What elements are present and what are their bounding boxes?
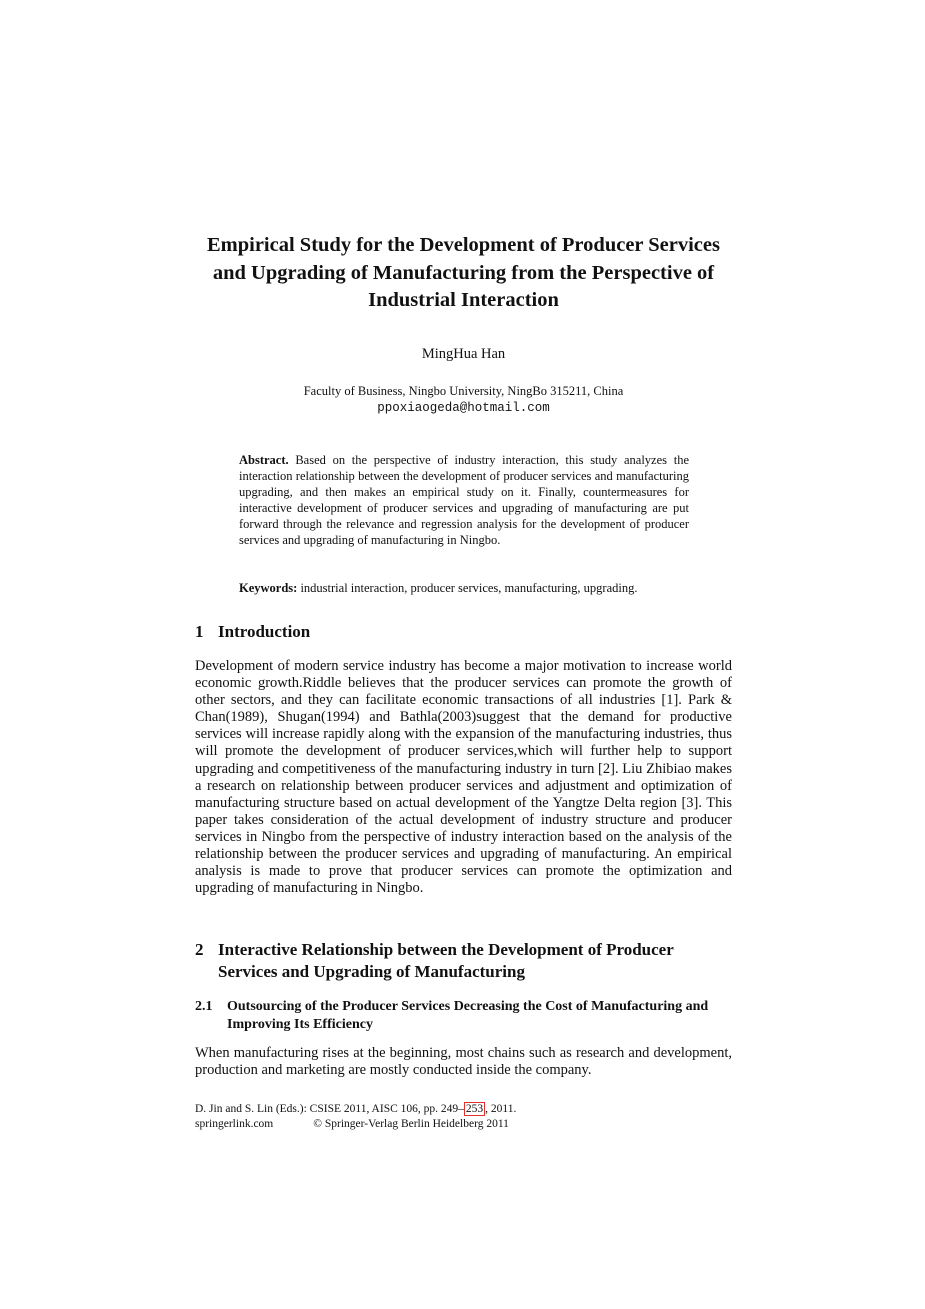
abstract-label: Abstract. — [239, 453, 289, 467]
publisher-line — [195, 1117, 732, 1132]
affiliation-block — [195, 383, 732, 417]
page-footer — [195, 1102, 732, 1132]
subsection-heading-outsourcing — [195, 998, 732, 1034]
springerlink-site[interactable]: springerlink.com — [195, 1118, 274, 1130]
paper-title: Empirical Study for the Development of Producer Services and Upgrading of Manufacturing from the Perspective of Industrial Interaction — [206, 234, 720, 311]
copyright: © Springer-Verlag Berlin Heidelberg 2011 — [313, 1118, 509, 1130]
abstract-text: Based on the perspective of industry interaction, this study analyzes the interaction relationship between the development of producer services and manufacturing upgrading, and then makes an empirical study on it. Finally, countermeasures for interactive development of producer services and upgrading of manufacturing are put forward through the relevance and regression analysis for the development of producer services and upgrading of manufacturing in Ningbo. — [239, 453, 689, 547]
citation-suffix: , 2011. — [485, 1103, 517, 1115]
section-heading-introduction — [195, 621, 732, 643]
keywords-label: Keywords: — [239, 581, 298, 595]
keywords — [239, 580, 689, 596]
section-title: Introduction — [218, 622, 311, 641]
citation-prefix: D. Jin and S. Lin (Eds.): CSISE 2011, AISC 106, pp. 249– — [195, 1103, 464, 1115]
abstract — [239, 452, 689, 548]
section-number: 1 — [195, 622, 204, 641]
section-title: Interactive Relationship between the Development of Producer Services and Upgrading of Manufacturing — [218, 940, 674, 981]
last-page-link[interactable]: 253 — [465, 1103, 484, 1115]
affiliation: Faculty of Business, Ningbo University, NingBo 315211, China — [303, 384, 624, 398]
subsection-number: 2.1 — [195, 999, 213, 1014]
section-heading-interactive-relationship — [195, 939, 732, 983]
author-name: MingHua Han — [421, 346, 506, 362]
section-number: 2 — [195, 940, 204, 959]
author-email[interactable]: ppoxiaogeda@hotmail.com — [377, 401, 550, 415]
citation-line — [195, 1102, 732, 1117]
introduction-paragraph: Development of modern service industry has become a major motivation to increase world economic growth.Riddle believes that the producer services can promote the growth of other sectors, and they can facilitate economic transactions of all industries [1]. Park & Chan(1989), Shugan(1994) and Bathla(2003)suggest that the demand for productive services will increase rapidly along with the expansion of the manufacturing industries, thus will promote the development of producer services,which will further help to support upgrading and competitiveness of the manufacturing industry in turn [2]. Liu Zhibiao makes a research on relationship between producer services and adjustment and optimization of manufacturing structure based on actual development of the Yangtze Delta region [3]. This paper takes consideration of the actual development of industry structure and producer services in Ningbo from the perspective of industry interaction based on the analysis of the relationship between the producer services and upgrading of manufacturing. An empirical analysis is made to prove that producer services can promote the optimization and upgrading of manufacturing in Ningbo. — [195, 658, 732, 897]
outsourcing-paragraph: When manufacturing rises at the beginning, most chains such as research and development, production and marketing are mostly conducted inside the company. — [195, 1045, 732, 1079]
subsection-title: Outsourcing of the Producer Services Decreasing the Cost of Manufacturing and Improving Its Efficiency — [227, 999, 709, 1032]
keywords-text: industrial interaction, producer services, manufacturing, upgrading. — [297, 581, 638, 595]
